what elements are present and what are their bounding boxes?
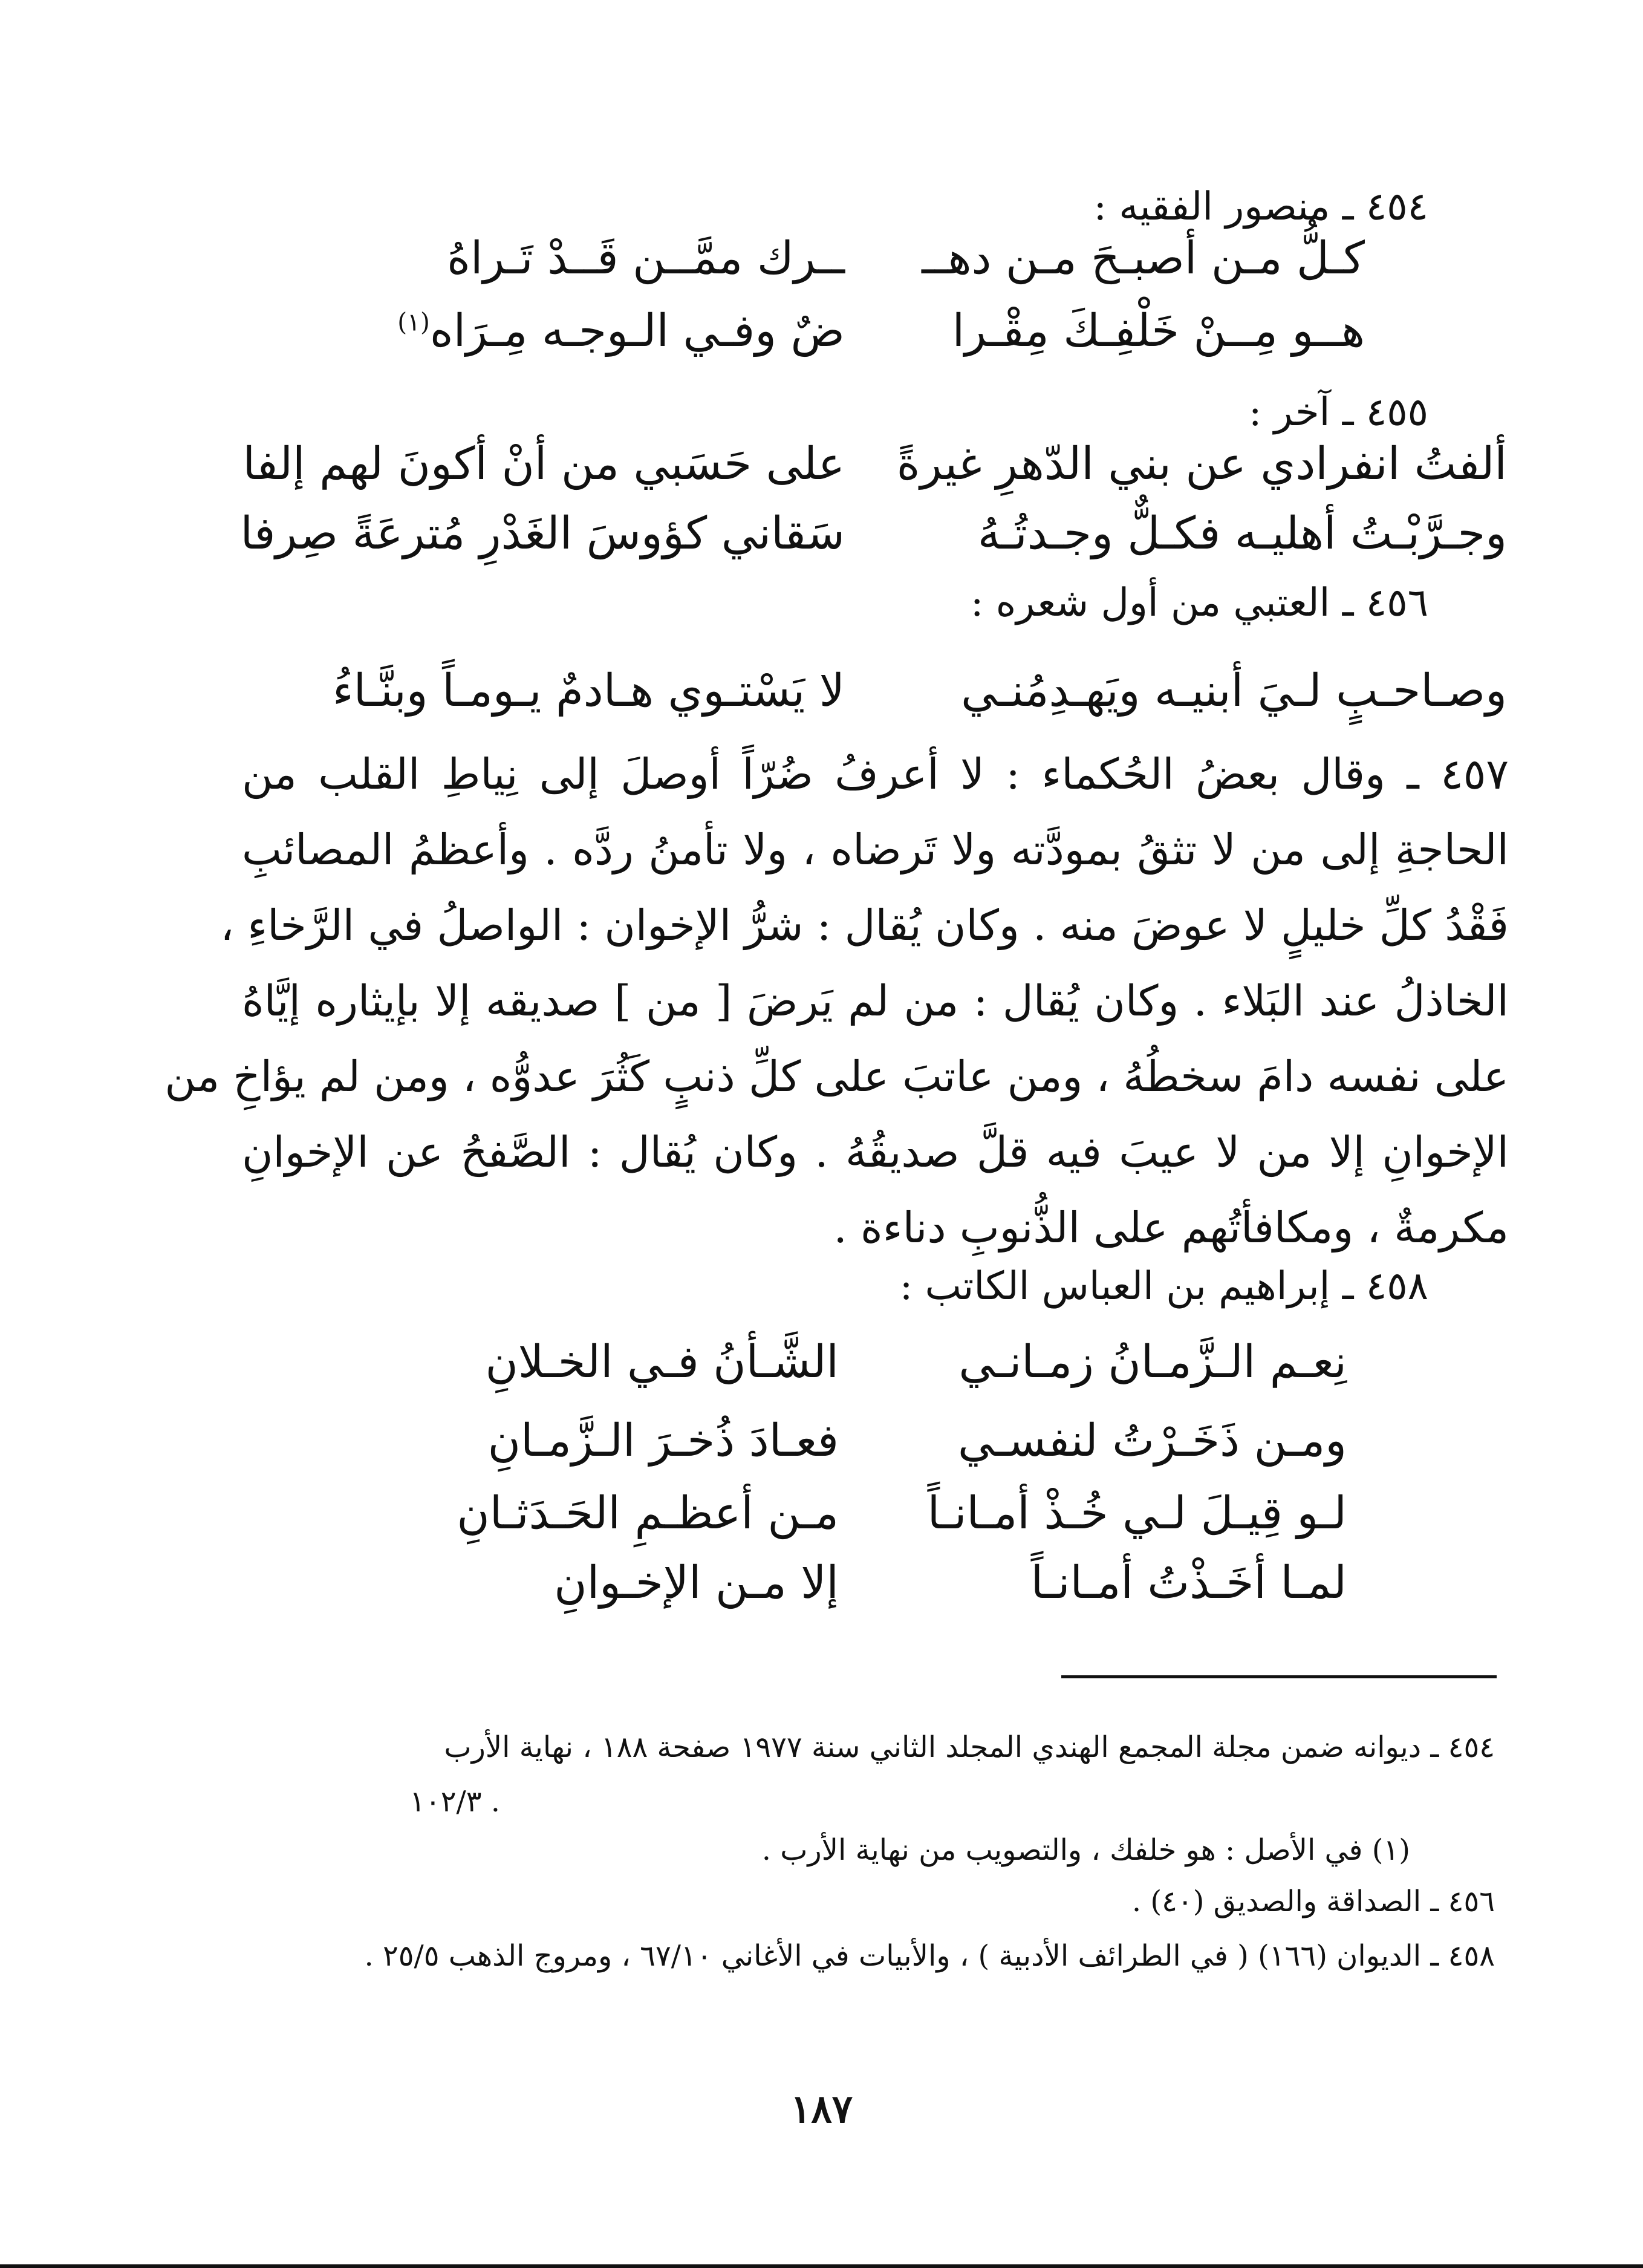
entry-458-verse-1-first-hemistich: نِعـم الـزَّمـانُ زمـانـي [958, 1336, 1347, 1388]
entry-455-verse-2-second-hemistich: سَقاني كؤوسَ الغَدْرِ مُترعَةً صِرفا [240, 507, 845, 559]
entry-456-heading: ٤٥٦ ـ العتبي من أول شعره : [970, 581, 1428, 625]
entry-457-line-1: ٤٥٧ ـ وقال بعضُ الحُكماء : لا أعرفُ ضُرّاً أوصلَ إلى نِياطِ القلب من [242, 749, 1509, 799]
footnote-454-line-2: ١٠٢/٣ . [409, 1785, 500, 1819]
footnote-458: ٤٥٨ ـ الديوان (١٦٦) ( في الطرائف الأدبية ) ، والأبيات في الأغاني ٦٧/١٠ ، ومروج الذهب ٢٥/٥ . [364, 1939, 1495, 1973]
entry-458-verse-1-second-hemistich: الشَّـأنُ فـي الخـلانِ [485, 1336, 839, 1388]
page-number: ١٨٧ [790, 2087, 853, 2132]
entry-458-verse-2-second-hemistich: فعـادَ ذُخـرَ الـزَّمـانِ [487, 1415, 839, 1467]
entry-455-verse-2-first-hemistich: وجـرَّبْـتُ أهليـه فكـلٌّ وجـدتُـهُ [977, 507, 1507, 559]
entry-455-verse-1-second-hemistich: على حَسَبي من أنْ أكونَ لهم إلفا [242, 438, 845, 490]
footnote-456: ٤٥٦ ـ الصداقة والصديق (٤٠) . [1131, 1885, 1495, 1918]
entry-456-verse-second-hemistich: لا يَسْتـوي هـادمٌ يـومـاً وبنَّـاءُ [332, 665, 845, 717]
entry-458-verse-4-second-hemistich: إلا مـن الإخـوانِ [554, 1557, 839, 1609]
entry-457-line-4: الخاذلُ عند البَلاء . وكان يُقال : من لم يَرضَ [ من ] صديقه إلا بإيثاره إيَّاهُ [242, 976, 1509, 1026]
footnote-separator [1061, 1675, 1497, 1678]
entry-457-line-7: مكرمةٌ ، ومكافأتُهم على الذُّنوبِ دناءة . [833, 1203, 1509, 1253]
footnote-454-line-1: ٤٥٤ ـ ديوانه ضمن مجلة المجمع الهندي المجلد الثاني سنة ١٩٧٧ صفحة ١٨٨ ، نهاية الأرب [444, 1730, 1495, 1764]
entry-458-heading: ٤٥٨ ـ إبراهيم بن العباس الكاتب : [899, 1264, 1428, 1309]
footnote-marker: (١) [397, 307, 430, 337]
entry-458-verse-2-first-hemistich: ومـن ذَخَـرْتُ لنفسـي [958, 1415, 1347, 1467]
entry-458-verse-4-first-hemistich: لمـا أخَـذْتُ أمـانـاً [1030, 1557, 1347, 1609]
verse-text: ضٌ وفـي الـوجـه مِـرَاه [429, 305, 845, 357]
entry-458-verse-3-first-hemistich: لـو قِيـلَ لـي خُـذْ أمـانـاً [927, 1487, 1347, 1539]
entry-454-verse-2-second-hemistich [397, 305, 845, 357]
footnote-1: (١) في الأصل : هو خلفك ، والتصويب من نهاية الأرب . [761, 1833, 1410, 1867]
entry-454-heading: ٤٥٤ ـ منصور الفقيه : [1093, 184, 1428, 229]
entry-457-line-6: الإخوانِ إلا من لا عيبَ فيه قلَّ صديقُهُ . وكان يُقال : الصَّفحُ عن الإخوانِ [242, 1127, 1509, 1177]
entry-455-heading: ٤٥٥ ـ آخر : [1248, 390, 1428, 435]
entry-454-verse-2-first-hemistich: هــو مِــنْ خَلْفِـكَ مِقْـرا [952, 305, 1365, 357]
entry-454-verse-1-second-hemistich: ــرك ممَّــن قَــدْ تَـراهُ [447, 232, 845, 284]
entry-458-verse-3-second-hemistich: مـن أعظـمِ الحَـدَثـانِ [457, 1487, 839, 1539]
entry-457-line-5: على نفسه دامَ سخطُهُ ، ومن عاتبَ على كلِّ ذنبٍ كَثُرَ عدوُّه ، ومن لم يؤاخِ من [164, 1052, 1509, 1101]
entry-457-line-2: الحاجةِ إلى من لا تثقُ بمودَّته ولا تَرضاه ، ولا تأمنُ ردَّه . وأعظمُ المصائبِ [242, 825, 1509, 875]
entry-457-line-3: فَقْدُ كلِّ خليلٍ لا عوضَ منه . وكان يُقال : شرُّ الإخوان : الواصلُ في الرَّخاءِ ، [220, 901, 1509, 950]
entry-456-verse-first-hemistich: وصـاحـبٍ لـيَ أبنيـه ويَهـدِمُنـي [961, 665, 1507, 717]
entry-454-verse-1-first-hemistich: كـلُّ مـن أصبـحَ مـن دهــ [922, 232, 1365, 284]
entry-455-verse-1-first-hemistich: ألفتُ انفرادي عن بني الدّهرِ غيرةً [896, 438, 1507, 490]
scan-bottom-border [0, 2264, 1643, 2268]
